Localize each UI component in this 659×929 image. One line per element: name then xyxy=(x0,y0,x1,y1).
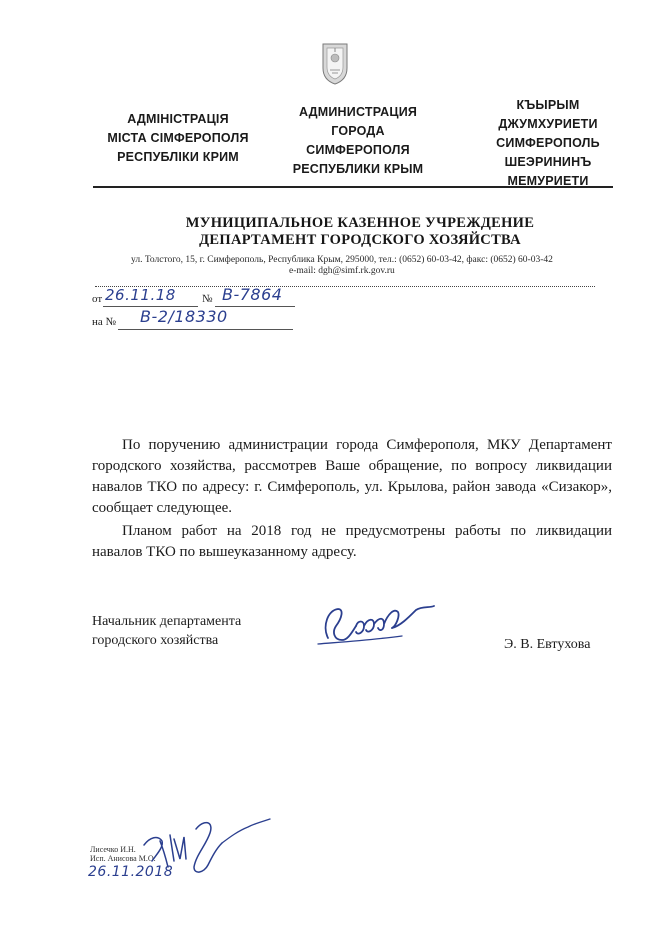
header-center-line: ГОРОДА xyxy=(331,124,385,138)
header-right-line: ШЕЭРИНИНЪ xyxy=(504,155,592,169)
executor-date: 26.11.2018 xyxy=(88,864,174,880)
header-right-line: МЕМУРИЕТИ xyxy=(507,174,589,188)
header-center-russian xyxy=(268,103,448,179)
executor-line: Исп. Анисова М.О. xyxy=(90,854,156,863)
header-left-line: РЕСПУБЛІКИ КРИМ xyxy=(117,150,239,164)
reply-number: В-2/18330 xyxy=(140,307,228,326)
organization-email xyxy=(289,266,395,277)
header-center-line: СИМФЕРОПОЛЯ xyxy=(306,143,410,157)
header-divider xyxy=(93,186,613,188)
email-label: e-mail: xyxy=(289,266,316,276)
header-left-line: АДМІНІСТРАЦІЯ xyxy=(127,112,229,126)
outgoing-date: 26.11.18 xyxy=(105,286,176,304)
body-paragraph-1: По поручению администрации города Симферополя, МКУ Департамент городского хозяйства, рассмотрев Ваше обращение, по вопросу ликвидации навалов ТКО по адресу: г. Симферополь, ул. Крылова, район завода «Сизакор», сообщает следующее. xyxy=(92,437,612,516)
executor-line: Лисечко И.Н. xyxy=(90,845,136,854)
header-left-line: МІСТА СІМФЕРОПОЛЯ xyxy=(107,131,249,145)
header-center-line: АДМИНИСТРАЦИЯ xyxy=(298,105,418,119)
organization-line: ДЕПАРТАМЕНТ ГОРОДСКОГО ХОЗЯЙСТВА xyxy=(199,232,521,248)
header-right-crimean-tatar xyxy=(448,96,648,191)
coat-of-arms-emblem xyxy=(320,42,350,86)
body-paragraph-2: Планом работ на 2018 год не предусмотрены работы по ликвидации навалов ТКО по вышеуказанному адресу. xyxy=(92,523,612,560)
header-right-line: СИМФЕРОПОЛЬ xyxy=(496,136,600,150)
email-link[interactable]: dgh@simf.rk.gov.ru xyxy=(318,266,395,276)
signatory-name: Э. В. Евтухова xyxy=(504,637,591,652)
organization-line: МУНИЦИПАЛЬНОЕ КАЗЕННОЕ УЧРЕЖДЕНИЕ xyxy=(185,215,535,231)
number-label: № xyxy=(202,293,213,305)
signatory-title-line: Начальник департамента xyxy=(92,614,242,629)
signatory-title xyxy=(92,612,241,650)
organization-name xyxy=(100,215,620,249)
header-right-line: КЪЫРЫМ xyxy=(516,98,580,112)
reply-underline xyxy=(118,329,293,330)
outgoing-number: В-7864 xyxy=(222,285,283,304)
from-label: от xyxy=(92,293,103,305)
header-left-ukrainian xyxy=(88,110,268,167)
signatory-title-line: городского хозяйства xyxy=(92,633,219,648)
handwritten-signature xyxy=(312,596,447,656)
header-center-line: РЕСПУБЛИКИ КРЫМ xyxy=(292,162,424,176)
reply-label: на № xyxy=(92,316,117,328)
organization-address: ул. Толстого, 15, г. Симферополь, Республика Крым, 295000, тел.: (0652) 60-03-42, факс: (0652) 60-03-42 xyxy=(131,255,553,265)
header-right-line: ДЖУМХУРИЕТИ xyxy=(498,117,598,131)
